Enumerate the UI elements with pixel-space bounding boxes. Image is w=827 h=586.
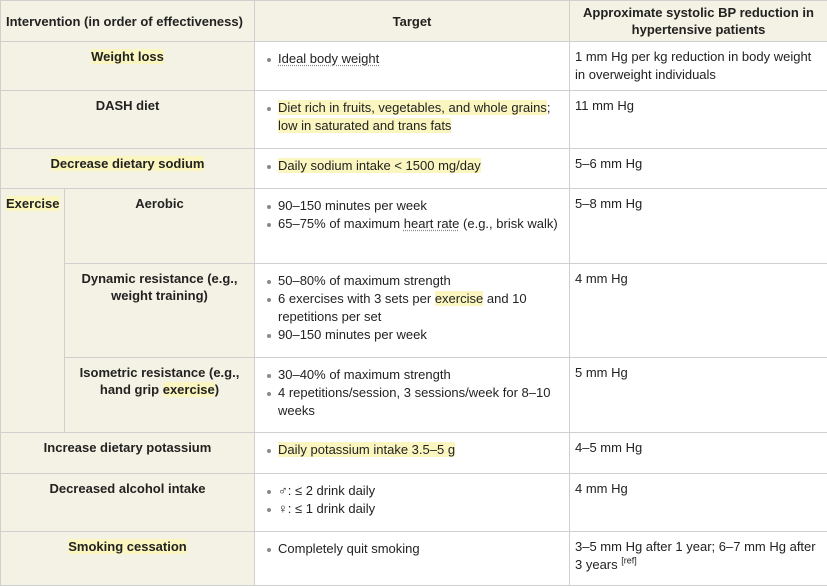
list-item: Daily sodium intake < 1500 mg/day xyxy=(267,157,564,175)
list-item: Daily potassium intake 3.5–5 g xyxy=(267,441,564,459)
reduction-cell: 3–5 mm Hg after 1 year; 6–7 mm Hg after 3 years [ref] xyxy=(570,532,827,586)
table-row xyxy=(1,189,827,264)
heart-rate-link[interactable]: heart rate xyxy=(404,216,460,231)
table-row xyxy=(1,91,827,149)
header-row xyxy=(1,1,827,42)
reduction-cell: 4–5 mm Hg xyxy=(570,433,827,474)
row-label-alcohol: Decreased alcohol intake xyxy=(1,474,255,532)
table-row xyxy=(1,264,827,358)
list-item: 90–150 minutes per week xyxy=(267,197,564,215)
target-cell xyxy=(255,358,570,433)
reduction-cell: 11 mm Hg xyxy=(570,91,827,149)
table-row xyxy=(1,149,827,189)
row-label-potassium: Increase dietary potassium xyxy=(1,433,255,474)
header-intervention: Intervention (in order of effectiveness) xyxy=(1,1,255,42)
row-label-weight-loss: Weight loss xyxy=(1,42,255,91)
target-cell xyxy=(255,532,570,586)
row-label-dynamic-resistance: Dynamic resistance (e.g., weight training) xyxy=(65,264,255,358)
list-item: Completely quit smoking xyxy=(267,540,564,558)
table-row xyxy=(1,532,827,586)
ref-link[interactable]: [ref] xyxy=(621,556,637,566)
target-cell xyxy=(255,189,570,264)
row-label-exercise: Exercise xyxy=(1,189,65,433)
row-label-sodium: Decrease dietary sodium xyxy=(1,149,255,189)
reduction-cell: 1 mm Hg per kg reduction in body weight in overweight individuals xyxy=(570,42,827,91)
row-label-smoking: Smoking cessation xyxy=(1,532,255,586)
target-cell xyxy=(255,264,570,358)
list-item: 50–80% of maximum strength xyxy=(267,272,564,290)
list-item: 4 repetitions/session, 3 sessions/week for 8–10 weeks xyxy=(267,384,564,420)
list-item: 30–40% of maximum strength xyxy=(267,366,564,384)
reduction-cell: 4 mm Hg xyxy=(570,474,827,532)
row-label-aerobic: Aerobic xyxy=(65,189,255,264)
target-cell xyxy=(255,42,570,91)
reduction-cell: 5–6 mm Hg xyxy=(570,149,827,189)
list-item: Diet rich in fruits, vegetables, and whole grains; low in saturated and trans fats xyxy=(267,99,564,135)
list-item: ♀: ≤ 1 drink daily xyxy=(267,500,564,518)
reduction-cell: 4 mm Hg xyxy=(570,264,827,358)
list-item: 90–150 minutes per week xyxy=(267,326,564,344)
target-cell xyxy=(255,474,570,532)
list-item: ♂: ≤ 2 drink daily xyxy=(267,482,564,500)
table-row xyxy=(1,474,827,532)
header-target: Target xyxy=(255,1,570,42)
list-item: 65–75% of maximum heart rate (e.g., brisk walk) xyxy=(267,215,564,233)
reduction-cell: 5 mm Hg xyxy=(570,358,827,433)
header-reduction: Approximate systolic BP reduction in hypertensive patients xyxy=(570,1,827,42)
row-label-dash: DASH diet xyxy=(1,91,255,149)
row-label-isometric-resistance: Isometric resistance (e.g., hand grip exercise) xyxy=(65,358,255,433)
table-row xyxy=(1,42,827,91)
target-cell xyxy=(255,91,570,149)
table-row xyxy=(1,433,827,474)
list-item: 6 exercises with 3 sets per exercise and 10 repetitions per set xyxy=(267,290,564,326)
table-row xyxy=(1,358,827,433)
target-cell xyxy=(255,433,570,474)
reduction-cell: 5–8 mm Hg xyxy=(570,189,827,264)
list-item: Ideal body weight xyxy=(267,50,564,68)
target-cell xyxy=(255,149,570,189)
